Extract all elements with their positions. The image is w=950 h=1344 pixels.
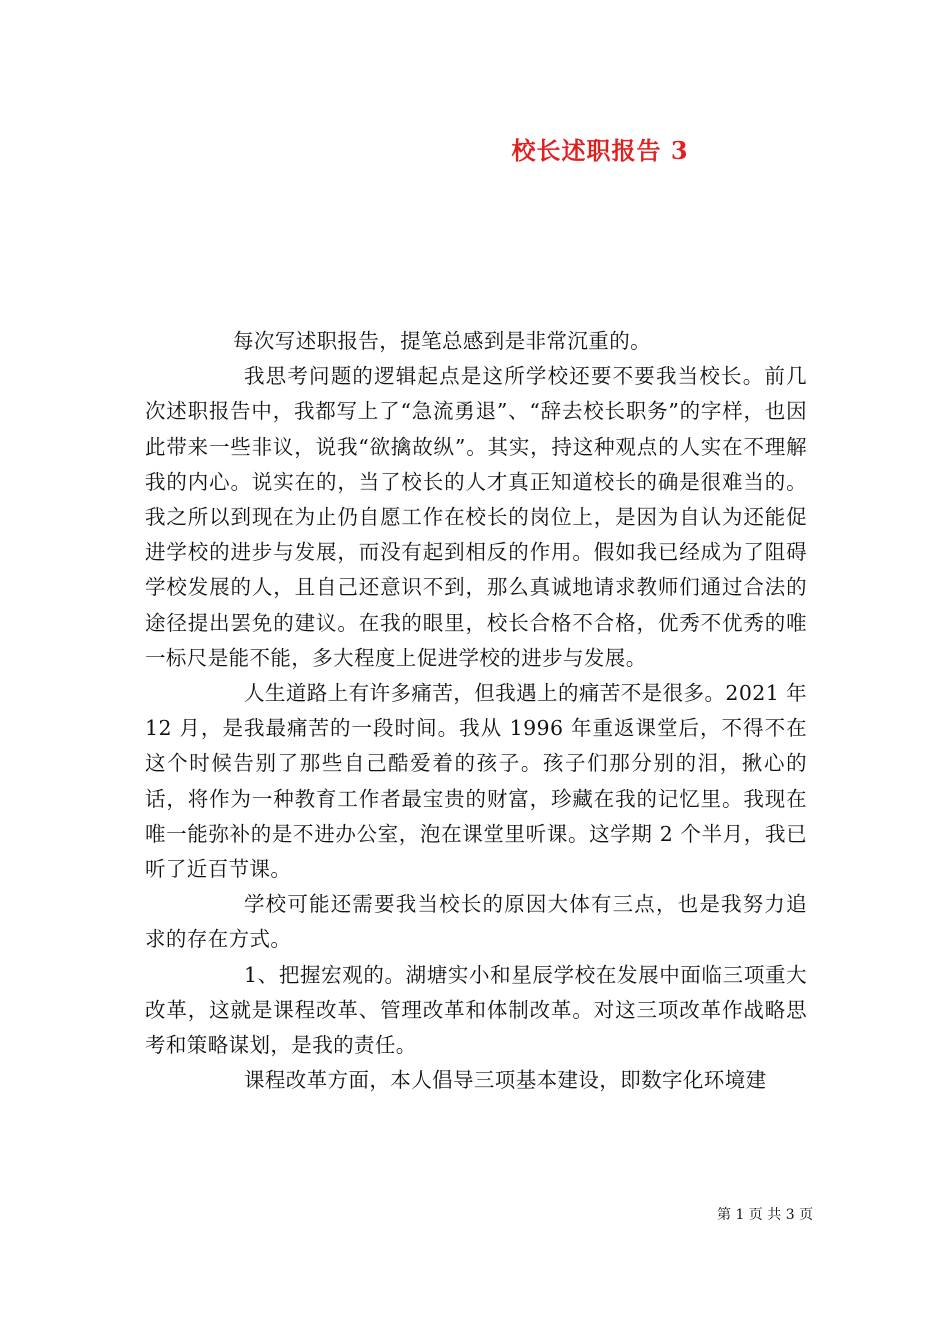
paragraph-3: 人生道路上有许多痛苦，但我遇上的痛苦不是很多。2021 年 12 月，是我最痛苦的一段时间。我从 1996 年重返课堂后，不得不在这个时候告别了那些自己酷爱着的孩子。孩子们那分别的泪，揪心的话，将作为一种教育工作者最宝贵的财富，珍藏在我的记忆里。我现在唯一能弥补的是不进办公室，泡在课堂里听课。这学期 2 个半月，我已听了近百节课。 [145, 681, 807, 882]
paragraph-1: 每次写述职报告，提笔总感到是非常沉重的。 [233, 329, 651, 353]
paragraph-4: 学校可能还需要我当校长的原因大体有三点，也是我努力追求的存在方式。 [145, 892, 807, 952]
paragraph-6: 课程改革方面，本人倡导三项基本建设，即数字化环境建 [244, 1068, 767, 1093]
paragraph-2: 我思考问题的逻辑起点是这所学校还要不要我当校长。前几次述职报告中，我都写上了“急流勇退”、“辞去校长职务”的字样，也因此带来一些非议，说我“欲擒故纵”。其实，持这种观点的人实在不理解我的内心。说实在的，当了校长的人才真正知道校长的确是很难当的。我之所以到现在为止仍自愿工作在校长的岗位上，是因为自认为还能促进学校的进步与发展，而没有起到相反的作用。假如我已经成为了阻碍学校发展的人，且自己还意识不到，那么真诚地请求教师们通过合法的途径提出罢免的建议。在我的眼里，校长合格不合格，优秀不优秀的唯一标尺是能不能，多大程度上促进学校的进步与发展。 [145, 364, 807, 670]
document-body [145, 324, 807, 1098]
document-title: 校长述职报告 3 [511, 136, 689, 165]
paragraph-5: 1、把握宏观的。湖塘实小和星辰学校在发展中面临三项重大改革，这就是课程改革、管理改革和体制改革。对这三项改革作战略思考和策略谋划，是我的责任。 [145, 962, 807, 1058]
page-number-footer: 第 1 页 共 3 页 [717, 1207, 814, 1223]
